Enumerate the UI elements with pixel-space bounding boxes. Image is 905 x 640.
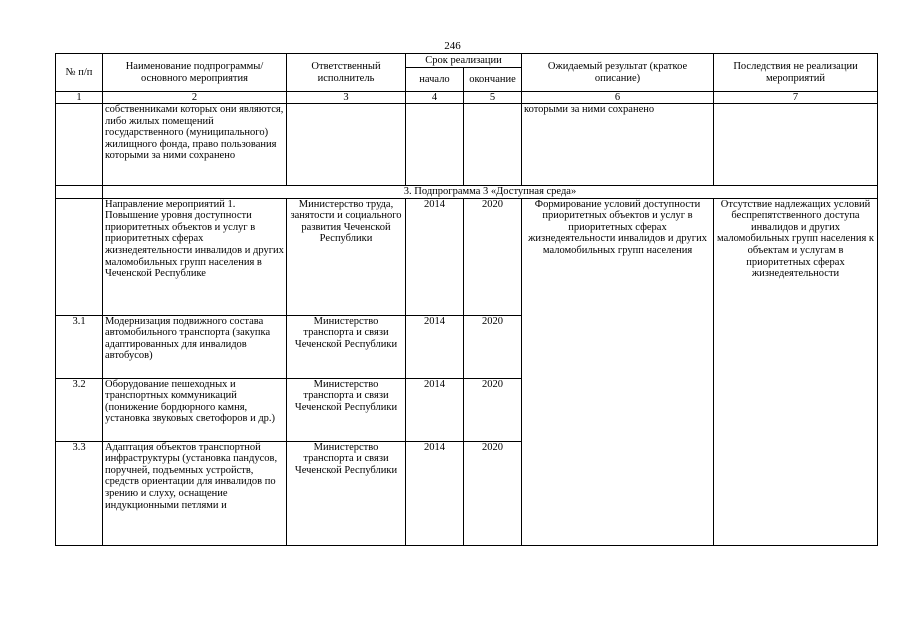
row-num: 3.1 — [56, 315, 103, 378]
column-number: 6 — [522, 92, 714, 104]
column-number: 4 — [406, 92, 464, 104]
row-num: 3.3 — [56, 441, 103, 545]
header-result: Ожидаемый результат (краткое описание) — [522, 54, 714, 92]
row-start: 2014 — [406, 441, 464, 545]
column-number: 2 — [103, 92, 287, 104]
program-table — [55, 53, 878, 546]
header-name: Наименование подпрограммы/ основного мероприятия — [103, 54, 287, 92]
row-end: 2020 — [464, 315, 522, 378]
row-name: Оборудование пешеходных и транспортных коммуникаций (понижение бордюрного камня, установка звуковых светофоров и др.) — [103, 378, 287, 441]
continuation-name: собственниками которых они являются, либо жилых помещений государственного (муниципального) жилищного фонда, право пользования которыми за ними сохранено — [103, 104, 287, 186]
merged-result: Формирование условий доступности приоритетных объектов и услуг в приоритетных сферах жизнедеятельности инвалидов и других маломобильных групп населения — [522, 198, 714, 545]
row-start: 2014 — [406, 378, 464, 441]
row-end: 2020 — [464, 378, 522, 441]
table-row — [56, 198, 878, 315]
row-name: Адаптация объектов транспортной инфраструктуры (установка пандусов, поручней, подъемных устройств, средств ориентации для инвалидов по зрению и слуху, оснащение индукционными петлями и — [103, 441, 287, 545]
section-title: 3. Подпрограмма 3 «Доступная среда» — [103, 186, 878, 199]
row-responsible: Министерство транспорта и связи Чеченской Республики — [287, 441, 406, 545]
row-responsible: Министерство транспорта и связи Чеченской Республики — [287, 315, 406, 378]
column-number: 7 — [714, 92, 878, 104]
row-end: 2020 — [464, 441, 522, 545]
section-num-cell — [56, 186, 103, 199]
continuation-end-cell — [464, 104, 522, 186]
section-row — [56, 186, 878, 199]
continuation-start-cell — [406, 104, 464, 186]
column-number: 3 — [287, 92, 406, 104]
continuation-num-cell — [56, 104, 103, 186]
header-responsible: Ответственный исполнитель — [287, 54, 406, 92]
header-num: № п/п — [56, 54, 103, 92]
merged-consequence: Отсутствие надлежащих условий беспрепятственного доступа инвалидов и других маломобильных групп населения к объектам и услугам в приоритетных сферах жизнедеятельности — [714, 198, 878, 545]
row-name: Модернизация подвижного состава автомобильного транспорта (закупка адаптированных для инвалидов автобусов) — [103, 315, 287, 378]
header-consequence: Последствия не реализации мероприятий — [714, 54, 878, 92]
column-number: 5 — [464, 92, 522, 104]
continuation-row — [56, 104, 878, 186]
header-end: окончание — [464, 68, 522, 92]
row-num: 3.2 — [56, 378, 103, 441]
row-num — [56, 198, 103, 315]
row-start: 2014 — [406, 198, 464, 315]
continuation-result: которыми за ними сохранено — [522, 104, 714, 186]
row-responsible: Министерство труда, занятости и социального развития Чеченской Республики — [287, 198, 406, 315]
row-name: Направление мероприятий 1. Повышение уровня доступности приоритетных объектов и услуг в приоритетных сферах жизнедеятельности инвалидов и других маломобильных групп населения в Чеченской Республике — [103, 198, 287, 315]
continuation-resp-cell — [287, 104, 406, 186]
header-start: начало — [406, 68, 464, 92]
column-number: 1 — [56, 92, 103, 104]
header-row — [56, 54, 878, 68]
row-responsible: Министерство транспорта и связи Чеченской Республики — [287, 378, 406, 441]
continuation-consequence-cell — [714, 104, 878, 186]
column-number-row — [56, 92, 878, 104]
row-start: 2014 — [406, 315, 464, 378]
header-period: Срок реализации — [406, 54, 522, 68]
row-end: 2020 — [464, 198, 522, 315]
page-number: 246 — [444, 40, 461, 52]
